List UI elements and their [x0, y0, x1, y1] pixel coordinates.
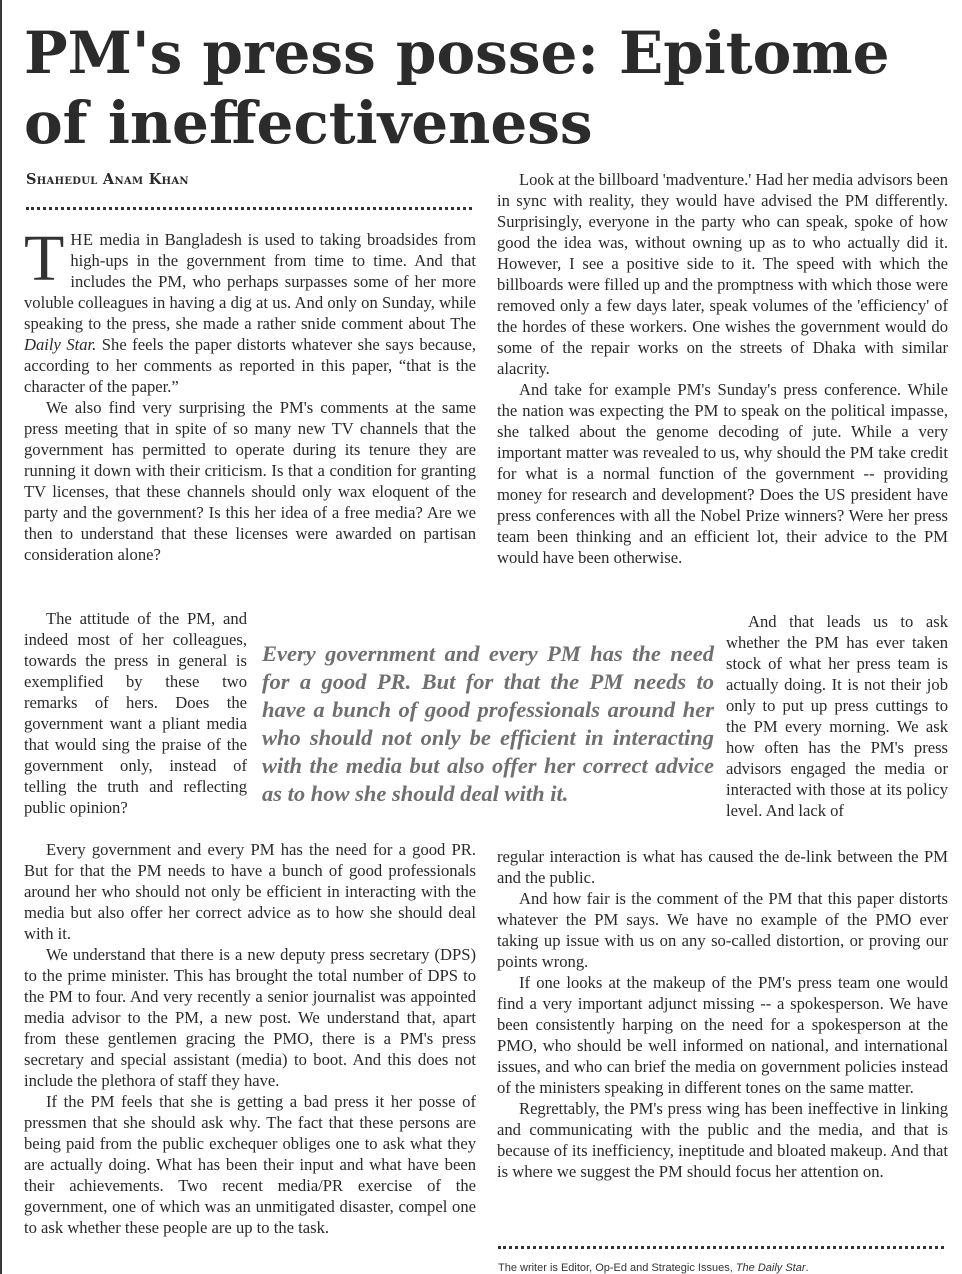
right-paragraph-2: And take for example PM's Sunday's press conference. While the nation was expecting the PM to speak on the political impasse, she talked about the genome decoding of jute. While a very important matter was revealed to us, why should the PM take credit for what is a normal function of the government -- providing money for research and development? Does the US president have press conferences with all the Nobel Prize winners? Were her press team been thinking and an efficient lot, their advice to the PM would have been otherwise. [497, 380, 948, 567]
right-paragraph-3b: regular interaction is what has caused the de-link between the PM and the public. [497, 847, 948, 887]
left-column-bottom [24, 839, 476, 1272]
right-paragraph-5: If one looks at the makeup of the PM's press team one would find a very important adjunct missing -- a spokesperson. We have been consistently harping on the need for a spokesperson at the PMO, who should be well informed on national, and international issues, and who can brief the media on government policies instead of the ministers speaking in different tones on the same matter. [497, 973, 948, 1097]
right-column-top [497, 169, 948, 568]
right-paragraph-4: And how fair is the comment of the PM that this paper distorts whatever the PM says. We have no example of the PMO ever taking up issue with us on any so-called distortion, or proving our points wrong. [497, 889, 948, 971]
page-left-border [0, 0, 2, 1274]
paragraph-4: Every government and every PM has the need for a good PR. But for that the PM needs to have a bunch of good professionals around her who should not only be efficient in interacting with the media but also offer her correct advice as to how she should deal with it. [24, 840, 476, 943]
right-column-narrow [726, 611, 948, 821]
author-note-prefix: The writer is Editor, Op-Ed and Strategic Issues, [498, 1262, 736, 1274]
paragraph-1-text-b: She feels the paper distorts whatever she says because, according to her comments as reported in this paper, “that is the character of the paper.” [24, 335, 476, 396]
author-note-suffix: . [805, 1262, 809, 1274]
headline: PM's press posse: Epitome of ineffectiveness [24, 19, 890, 157]
left-column-top [24, 222, 476, 565]
drop-cap: T [24, 222, 65, 295]
lead-caps: HE [70, 230, 94, 249]
paragraph-6: If the PM feels that she is getting a bad press it her posse of pressmen that she should ask why. The fact that these persons are being paid from the public exchequer obliges one to ask what they are actually doing. What has been their input and what have been their achievements. Two recent media/PR exercise of the government, one of which was an unmitigated disaster, compel one to ask whether these people are up to the task. [24, 1092, 476, 1237]
author-note-publication: The Daily Star [735, 1262, 806, 1274]
byline: Shahedul Anam Khan [26, 171, 189, 188]
author-note [498, 1262, 948, 1274]
right-paragraph-6: Regrettably, the PM's press wing has been ineffective in linking and communicating with the public and the media, and that is because of its inefficiency, ineptitude and bloated makeup. And that is where we suggest the PM should focus her attention on. [497, 1099, 948, 1181]
paragraph-1 [24, 222, 476, 397]
paragraph-2: We also find very surprising the PM's comments at the same press meeting that in spite of so many new TV channels that the government has permitted to operate during its tenure they are running it down with their criticism. Is that a condition for granting TV licenses, that these channels should only wax eloquent of the party and the government? Is this her idea of a free media? Are we then to understand that these licenses were awarded on partisan consideration alone? [24, 398, 476, 564]
right-paragraph-1: Look at the billboard 'madventure.' Had her media advisors been in sync with reality, they would have advised the PM differently. Surprisingly, everyone in the party who can speak, spoke of how good the idea was, without owning up as to who actually did it. However, I see a positive side to it. The speed with which the billboards were filled up and the promptness with which those were removed only a few days later, speak volumes of the 'efficiency' of the hordes of these workers. One wishes the government would do some of the repair works on the streets of Dhaka with similar alacrity. [497, 170, 948, 378]
paper-name-italic: Daily Star. [24, 335, 97, 354]
pull-quote: Every government and every PM has the need for a good PR. But for that the PM needs to have a bunch of good professionals around her who should not only be efficient in interacting with the media but also offer her correct advice as to how she should deal with it. [262, 641, 714, 806]
paragraph-1-text-a: media in Bangladesh is used to taking broadsides from high-ups in the government from time to time. And that includes the PM, who perhaps surpasses some of her more voluble colleagues in having a dig at us. And only on Sunday, while speaking to the press, she made a rather snide comment about The [24, 230, 476, 333]
footer-dotted-rule [498, 1246, 944, 1249]
paragraph-3: The attitude of the PM, and indeed most of her colleagues, towards the press in general is exemplified by these two remarks of hers. Does the government want a pliant media that would sing the praise of the government only, instead of telling the truth and reflecting public opinion? [24, 609, 247, 817]
right-column-bottom [497, 846, 948, 1182]
right-paragraph-3a: And that leads us to ask whether the PM has ever taken stock of what her press team is actually doing. It is not their job only to put up press cuttings to the PM every morning. We ask how often has the PM's press advisors engaged the media or interacted with those at its policy level. And lack of [726, 612, 948, 820]
left-column-narrow [24, 608, 247, 818]
byline-dotted-rule [26, 207, 472, 210]
paragraph-5: We understand that there is a new deputy press secretary (DPS) to the prime minister. This has brought the total number of DPS to the PM to four. And very recently a senior journalist was appointed media advisor to the PM, a new post. We understand that, apart from these gentlemen gracing the PMO, there is a PM's press secretary and special assistant (media) to boot. And this does not include the plethora of staff they have. [24, 945, 476, 1090]
